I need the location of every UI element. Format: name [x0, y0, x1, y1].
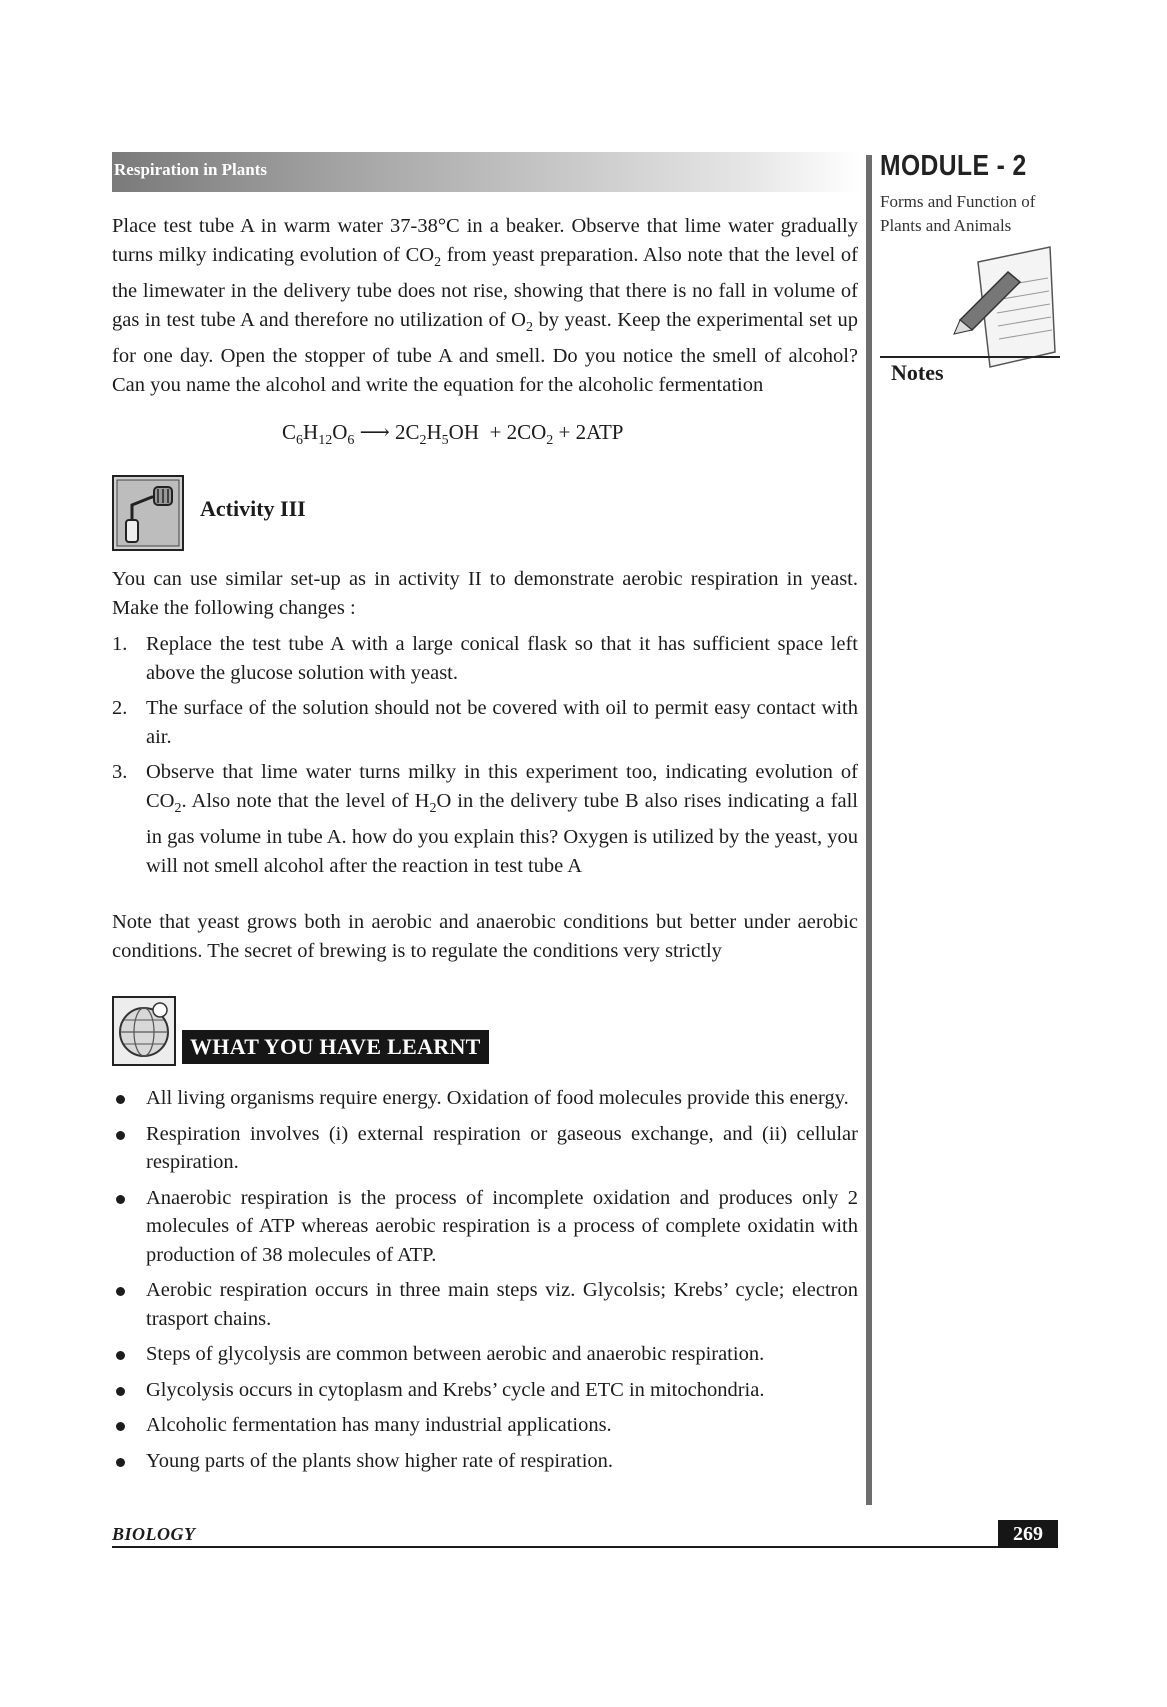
notes-rule	[880, 356, 1060, 358]
eq-sub: 12	[318, 433, 333, 449]
eq-part: O	[332, 420, 348, 444]
bullet-text: Young parts of the plants show higher rate of respiration.	[146, 1449, 614, 1472]
section-title: Respiration in Plants	[114, 160, 268, 179]
eq-part: OH	[448, 420, 479, 444]
section-heading-learnt: WHAT YOU HAVE LEARNT	[182, 1030, 489, 1064]
page-number: 269	[998, 1520, 1058, 1548]
item-subscript: 2	[429, 800, 437, 816]
intro-text-3: by yeast. Keep the experimental set up for one day. Open the stopper of tube A and smell. Do you notice the smell of alcohol? Can you name the alcohol and write the equation for the alcoholic fermentation	[112, 308, 858, 396]
list-item	[112, 1340, 858, 1369]
activity-steps	[112, 630, 858, 887]
eq-part: C	[282, 420, 297, 444]
module-title: MODULE - 2	[880, 150, 1027, 182]
list-item	[112, 694, 858, 751]
eq-sub: 2	[419, 433, 427, 449]
eq-sub: 2	[546, 433, 554, 449]
bullet-icon	[116, 1095, 125, 1104]
item-text: O in the delivery tube B also rises indicating a fall in gas volume in tube A. how do you explain this? Oxygen is utilized by the yeast, you will not smell alcohol after the reaction in test tube A	[146, 789, 858, 877]
bullet-icon	[116, 1387, 125, 1396]
footer-subject: BIOLOGY	[112, 1524, 196, 1544]
list-item	[112, 1120, 858, 1177]
fermentation-equation	[282, 420, 623, 449]
list-item	[112, 630, 858, 687]
margin-rule	[866, 155, 872, 1505]
eq-part: + 2CO	[479, 420, 547, 444]
activity-note: Note that yeast grows both in aerobic and anaerobic conditions but better under aerobic conditions. The secret of brewing is to regulate the conditions very strictly	[112, 911, 858, 962]
list-item	[112, 1376, 858, 1405]
eq-sub: 6	[296, 433, 304, 449]
intro-paragraph	[112, 212, 858, 399]
module-subtitle: Forms and Function of Plants and Animals	[880, 192, 1036, 235]
item-subscript: 2	[174, 800, 182, 816]
eq-part: + 2ATP	[553, 420, 624, 444]
co2-subscript: 2	[434, 254, 442, 270]
eq-sub: 5	[441, 433, 449, 449]
footer-rule	[112, 1546, 1058, 1548]
list-item	[112, 1084, 858, 1113]
o2-formula: O	[511, 308, 526, 331]
item-number: 3.	[112, 761, 128, 783]
co2-formula: CO	[405, 243, 435, 266]
bullet-text: Alcoholic fermentation has many industrial applications.	[146, 1414, 612, 1436]
notes-label: Notes	[891, 360, 944, 385]
eq-sub: 6	[347, 433, 355, 449]
bullet-text: Aerobic respiration occurs in three main steps viz. Glycolsis; Krebs’ cycle; electron trasport chains.	[146, 1279, 858, 1330]
item-text: Observe that lime water turns milky in this experiment too, indicating evolution of CO	[146, 761, 858, 812]
bullet-text: Anaerobic respiration is the process of incomplete oxidation and produces only 2 molecules of ATP whereas aerobic respiration is a process of complete oxidatin with production of 38 molecules of ATP.	[146, 1186, 858, 1266]
o2-subscript: 2	[525, 319, 533, 335]
item-number: 1.	[112, 633, 128, 655]
intro-text-2: from yeast preparation. Also note that the level of the limewater in the delivery tube does not rise, showing that there is no fall in volume of gas in test tube A and therefore no utilization of	[112, 243, 858, 331]
activity-title: Activity III	[200, 496, 306, 521]
bullet-text: Respiration involves (i) external respiration or gaseous exchange, and (ii) cellular respiration.	[146, 1122, 858, 1173]
notepad-pencil-icon	[950, 242, 1060, 372]
bullet-icon	[116, 1351, 125, 1360]
list-item	[112, 758, 858, 880]
list-item	[112, 1276, 858, 1333]
activity-apparatus-icon	[112, 475, 184, 551]
eq-part: 2C	[394, 420, 420, 444]
section-header	[112, 152, 860, 192]
list-item	[112, 1411, 858, 1440]
bullet-icon	[116, 1458, 125, 1467]
item-number: 2.	[112, 697, 128, 719]
eq-part: H	[303, 420, 319, 444]
bullet-icon	[116, 1195, 125, 1204]
bullet-text: All living organisms require energy. Oxidation of food molecules provide this energy.	[146, 1087, 849, 1109]
learnt-bullets	[112, 1084, 858, 1482]
eq-part: H	[426, 420, 442, 444]
bullet-icon	[116, 1287, 125, 1296]
bullet-text: Glycolysis occurs in cytoplasm and Krebs’ cycle and ETC in mitochondria.	[146, 1378, 765, 1401]
activity-intro: You can use similar set-up as in activity II to demonstrate aerobic respiration in yeast. Make the following changes :	[112, 568, 858, 619]
bullet-icon	[116, 1422, 125, 1431]
list-item	[112, 1447, 858, 1476]
intro-text-1: Place test tube A in warm water 37-38°C in a beaker. Observe that lime water gradually turns milky indicating evolution of	[112, 215, 858, 266]
eq-arrow: ⟶	[354, 420, 395, 444]
learning-globe-icon	[112, 996, 176, 1066]
item-text: Replace the test tube A with a large conical flask so that it has sufficient space left above the glucose solution with yeast.	[146, 633, 858, 684]
item-text: The surface of the solution should not be covered with oil to permit easy contact with air.	[146, 697, 858, 748]
bullet-icon	[116, 1131, 125, 1140]
list-item	[112, 1184, 858, 1270]
item-text: . Also note that the level of H	[181, 789, 430, 812]
bullet-text: Steps of glycolysis are common between aerobic and anaerobic respiration.	[146, 1343, 765, 1365]
